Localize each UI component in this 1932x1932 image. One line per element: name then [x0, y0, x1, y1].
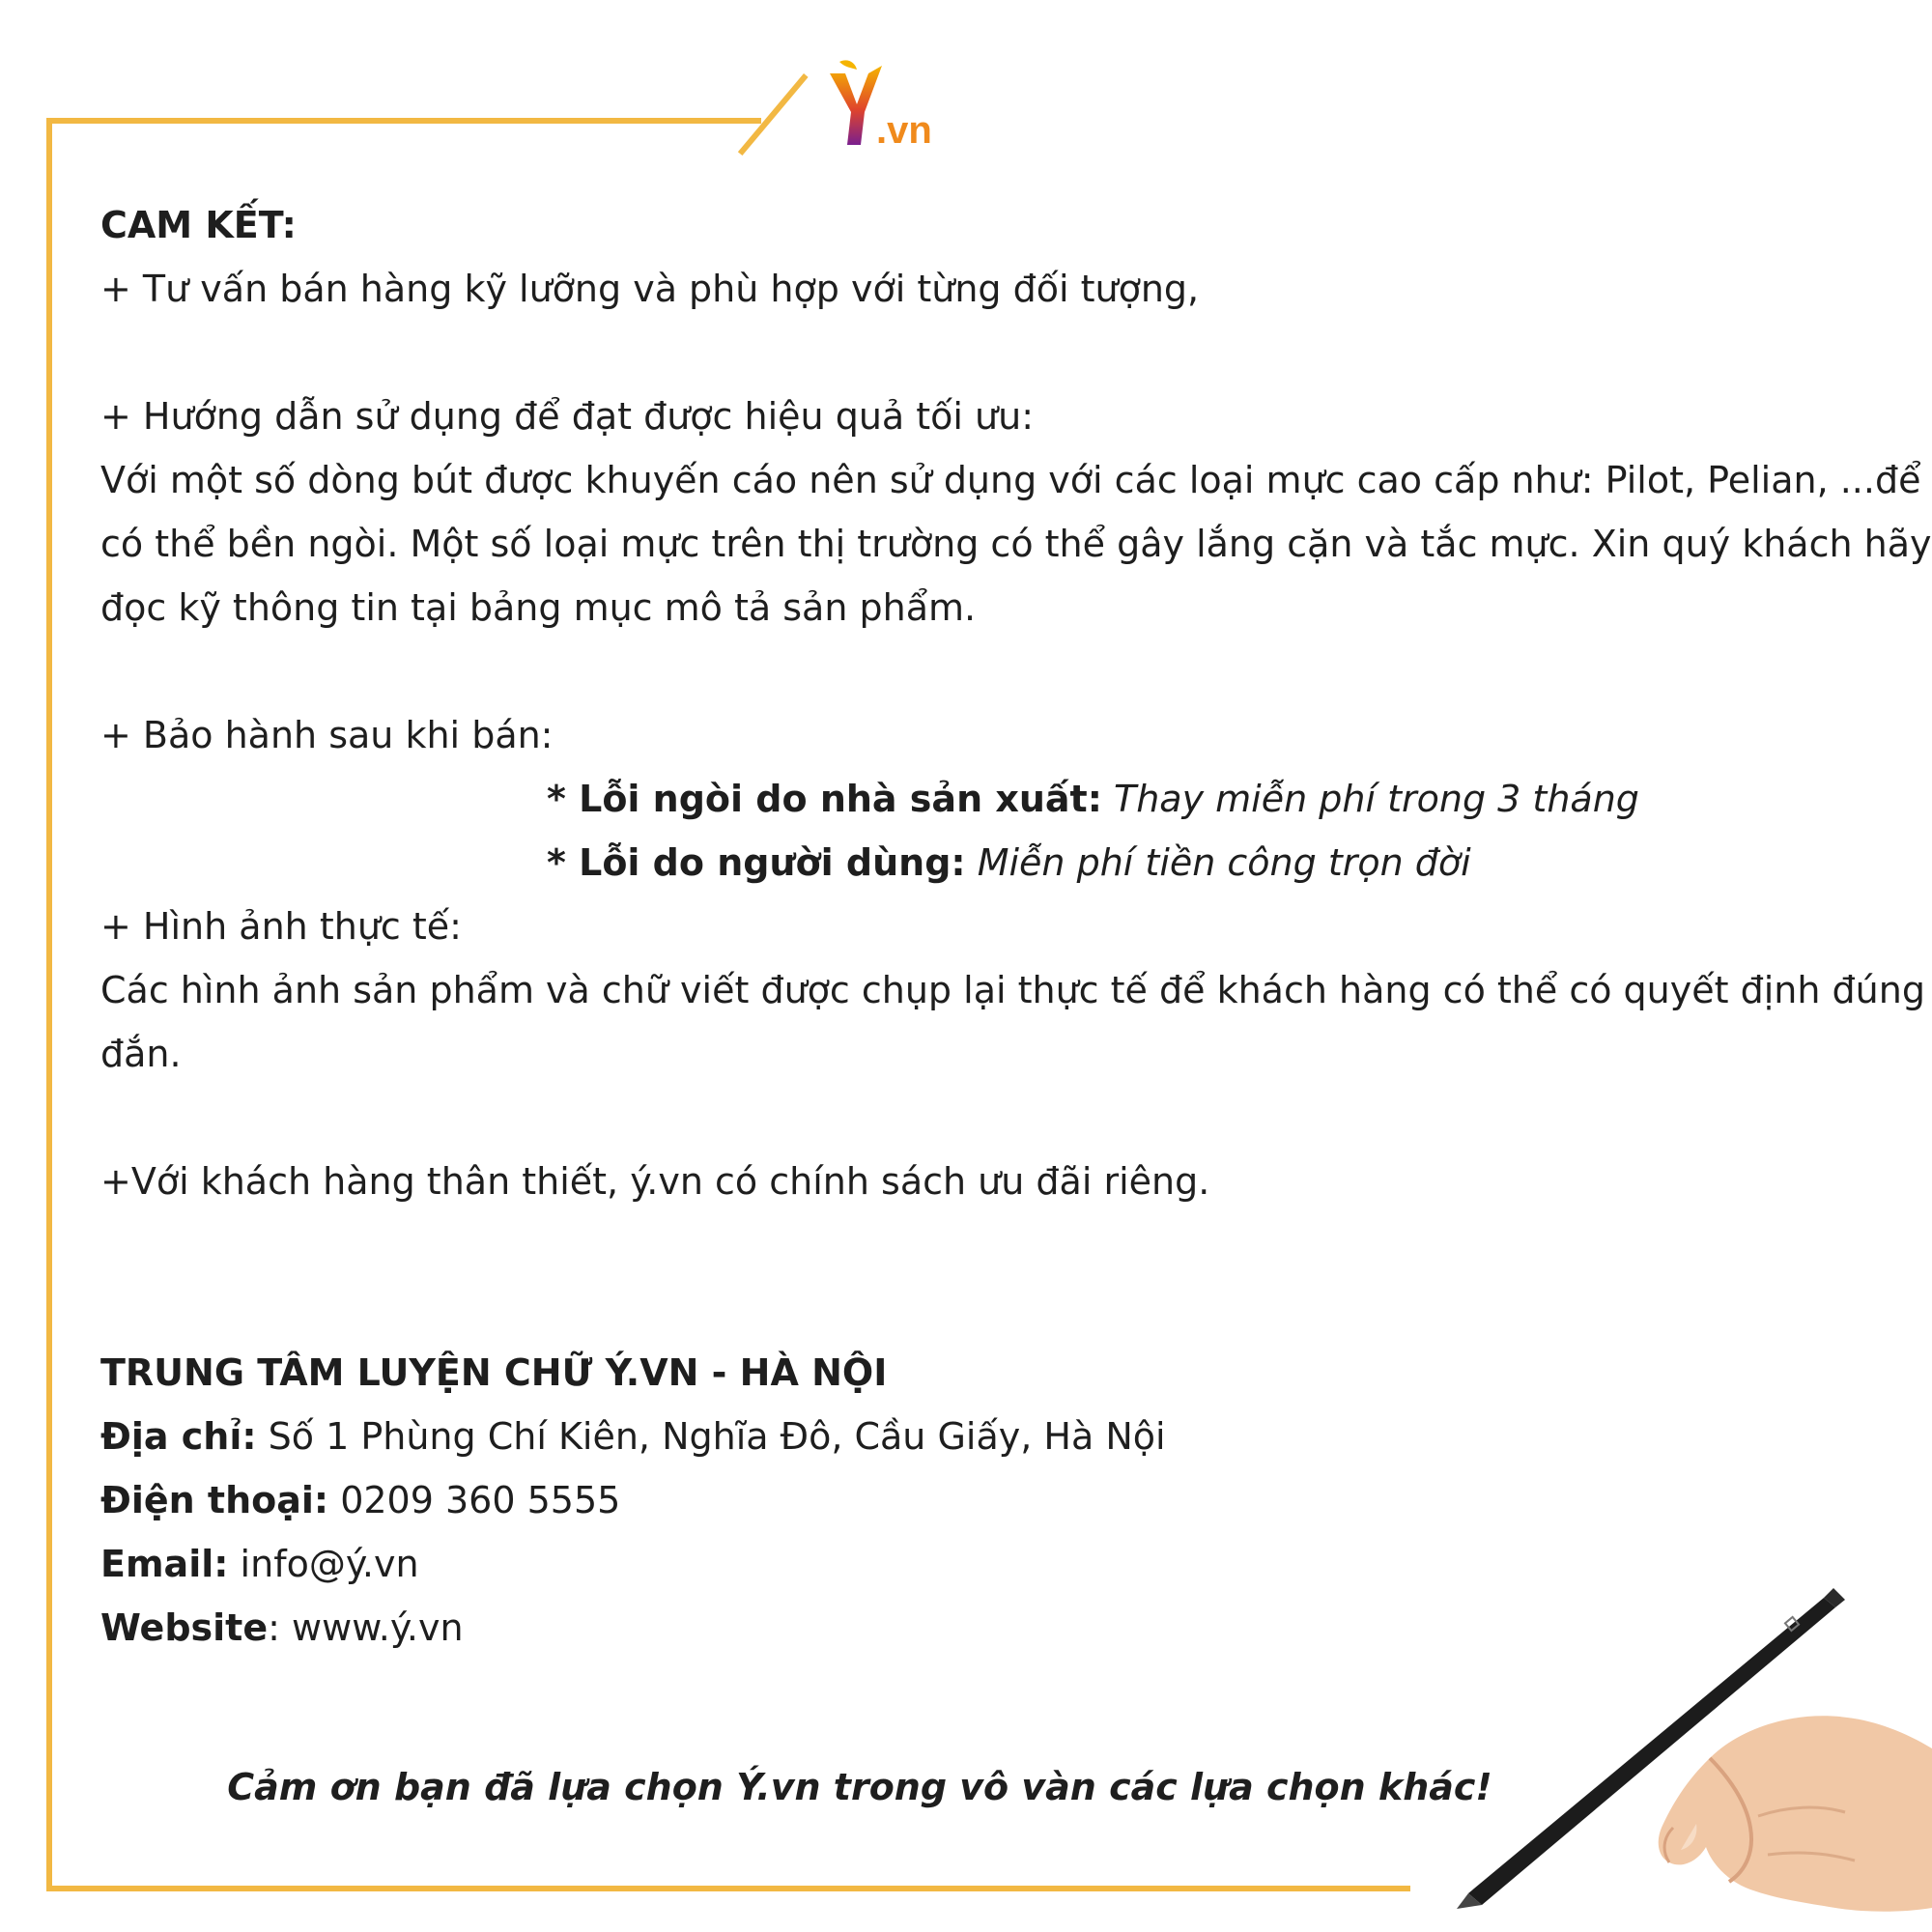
logo-suffix: .vn	[876, 109, 932, 152]
usage-line-2: có thể bền ngòi. Một số loại mực trên thị trường có thể gây lắng cặn và tắc mực. Xin quý khách hãy	[100, 523, 1932, 565]
warranty-item-value: Miễn phí tiền công trọn đời	[977, 841, 1471, 884]
warranty-item-label: * Lỗi do người dùng:	[547, 841, 966, 884]
phone-line	[100, 1468, 1839, 1532]
hand-with-pen-illustration	[1439, 1575, 1932, 1932]
address-value: Số 1 Phùng Chí Kiên, Nghĩa Đô, Cầu Giấy, Hà Nội	[268, 1415, 1166, 1458]
website-value: www.ý.vn	[292, 1606, 464, 1649]
center-name: TRUNG TÂM LUYỆN CHỮ Ý.VN - HÀ NỘI	[100, 1351, 888, 1394]
loyalty-note: +Với khách hàng thân thiết, ý.vn có chính sách ưu đãi riêng.	[100, 1160, 1210, 1203]
commitment-section	[100, 193, 1932, 1660]
commitment-consulting: + Tư vấn bán hàng kỹ lưỡng và phù hợp với từng đối tượng,	[100, 268, 1200, 310]
email-label: Email:	[100, 1543, 229, 1585]
photo-line-2: đắn.	[100, 1033, 182, 1075]
phone-value: 0209 360 5555	[340, 1479, 621, 1521]
thank-you-text: Cảm ơn bạn đã lựa chọn Ý.vn trong vô vàn các lựa chọn khác!	[227, 1766, 1492, 1808]
photo-heading: + Hình ảnh thực tế:	[100, 905, 462, 948]
usage-heading: + Hướng dẫn sử dụng để đạt được hiệu quả tối ưu:	[100, 395, 1035, 438]
frame-bottom-border	[48, 1886, 1410, 1891]
warranty-heading: + Bảo hành sau khi bán:	[100, 714, 554, 756]
warranty-item	[100, 831, 1839, 895]
address-line	[100, 1405, 1839, 1468]
warranty-item	[100, 767, 1839, 831]
website-label: Website	[100, 1606, 269, 1649]
warranty-item-value: Thay miễn phí trong 3 tháng	[1114, 778, 1639, 820]
frame-left-border	[46, 118, 52, 1891]
frame-top-border	[46, 118, 761, 124]
frame-diagonal-accent	[738, 73, 809, 156]
hand-icon	[1659, 1716, 1932, 1912]
warranty-item-label: * Lỗi ngòi do nhà sản xuất:	[547, 778, 1102, 820]
commitment-title: CAM KẾT:	[100, 204, 297, 246]
yvn-logo	[826, 56, 952, 153]
email-value: info@ý.vn	[240, 1543, 419, 1585]
usage-line-3: đọc kỹ thông tin tại bảng mục mô tả sản phẩm.	[100, 586, 977, 629]
address-label: Địa chỉ:	[100, 1415, 257, 1458]
usage-line-1: Với một số dòng bút được khuyến cáo nên sử dụng với các loại mực cao cấp như: Pilot, Pelian, ...để	[100, 459, 1921, 501]
website-separator: :	[268, 1606, 280, 1649]
photo-line-1: Các hình ảnh sản phẩm và chữ viết được chụp lại thực tế để khách hàng có thể có quyết định đúng	[100, 969, 1925, 1011]
phone-label: Điện thoại:	[100, 1479, 329, 1521]
